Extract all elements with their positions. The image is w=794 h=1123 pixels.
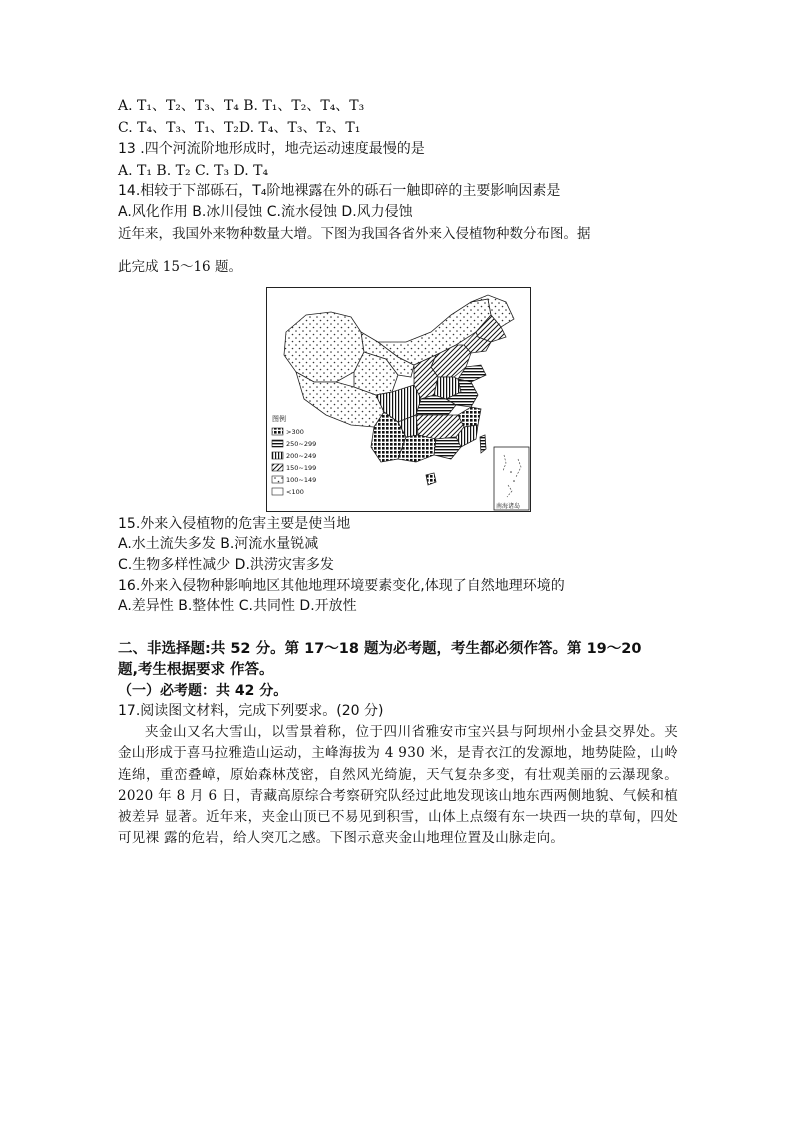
legend-label-3: 200~249 (286, 452, 317, 460)
legend-label-5: 100~149 (286, 476, 317, 484)
south-china-sea-inset (494, 447, 529, 510)
legend-title: 图例 (272, 415, 286, 423)
legend-swatch-2 (272, 440, 283, 447)
q17-paragraph: 夹金山又名大雪山，以雪景着称，位于四川省雅安市宝兴县与阿坝州小金县交界处。夹金山形成于喜马拉雅造山运动，主峰海拔为 4 930 米，是青衣江的发源地，地势陡险，山岭连绵，重峦叠嶂，原始森林茂密，自然风光绮旎，天气复杂多变，有壮观美丽的云瀑现象。2020 年 8 月 6 日，青藏高原综合考察研究队经过此地发现该山地东西两侧地貌、气候和植被差异 显著。近年来，夹金山顶已不易见到积雪，山体上点缀有东一块西一块的草甸，四处可见裸 露的危岩，给人突兀之感。下图示意夹金山地理位置及山脉走向。 (118, 724, 678, 847)
q13-stem: 13 .四个河流阶地形成时，地壳运动速度最慢的是 (118, 141, 425, 157)
q12-options-line-2: C. T₄、T₃、T₁、T₂D. T₄、T₃、T₂、T₁ (118, 120, 361, 136)
china-invasive-species-map (266, 287, 531, 512)
section-2-heading-line-1: 二、非选择题:共 52 分。第 17～18 题为必考题，考生都必须作答。第 19～20 (118, 641, 642, 657)
legend-label-2: 250~299 (286, 440, 317, 448)
legend-label-6: <100 (286, 488, 304, 496)
legend-swatch-6 (272, 488, 283, 495)
legend-swatch-5 (272, 476, 283, 483)
legend-label-1: >300 (286, 428, 304, 436)
q16-options: A.差异性 B.整体性 C.共同性 D.开放性 (118, 598, 357, 614)
q12-options-line-1: A. T₁、T₂、T₃、T₄ B. T₁、T₂、T₄、T₃ (118, 98, 365, 114)
legend-swatch-1 (272, 428, 283, 435)
q14-options: A.风化作用 B.冰川侵蚀 C.流水侵蚀 D.风力侵蚀 (118, 204, 413, 220)
q14-stem: 14.相较于下部砾石，T₄阶地裸露在外的砾石一触即碎的主要影响因素是 (118, 183, 561, 199)
legend-swatch-3 (272, 452, 283, 459)
q16-stem: 16.外来入侵物种影响地区其他地理环境要素变化,体现了自然地理环境的 (118, 578, 565, 594)
intro-15-16-line-2: 此完成 15～16 题。 (118, 259, 242, 275)
legend-swatch-4 (272, 464, 283, 471)
q15-options-line-1: A.水土流失多发 B.河流水量锐减 (118, 536, 319, 552)
intro-15-16-line-1: 近年来，我国外来物种数量大增。下图为我国各省外来入侵植物种数分布图。据 (118, 226, 591, 242)
q17-stem: 17.阅读图文材料，完成下列要求。(20 分) (118, 703, 384, 719)
q15-options-line-2: C.生物多样性减少 D.洪涝灾害多发 (118, 557, 334, 573)
section-2-heading-line-2: 题,考生根据要求 作答。 (118, 662, 274, 678)
legend-label-4: 150~199 (286, 464, 317, 472)
q15-stem: 15.外来入侵植物的危害主要是使当地 (118, 516, 351, 532)
section-2-subheading: （一）必考题：共 42 分。 (118, 683, 288, 699)
q13-options: A. T₁ B. T₂ C. T₃ D. T₄ (118, 163, 269, 179)
inset-label: 南海诸岛 (496, 503, 521, 510)
